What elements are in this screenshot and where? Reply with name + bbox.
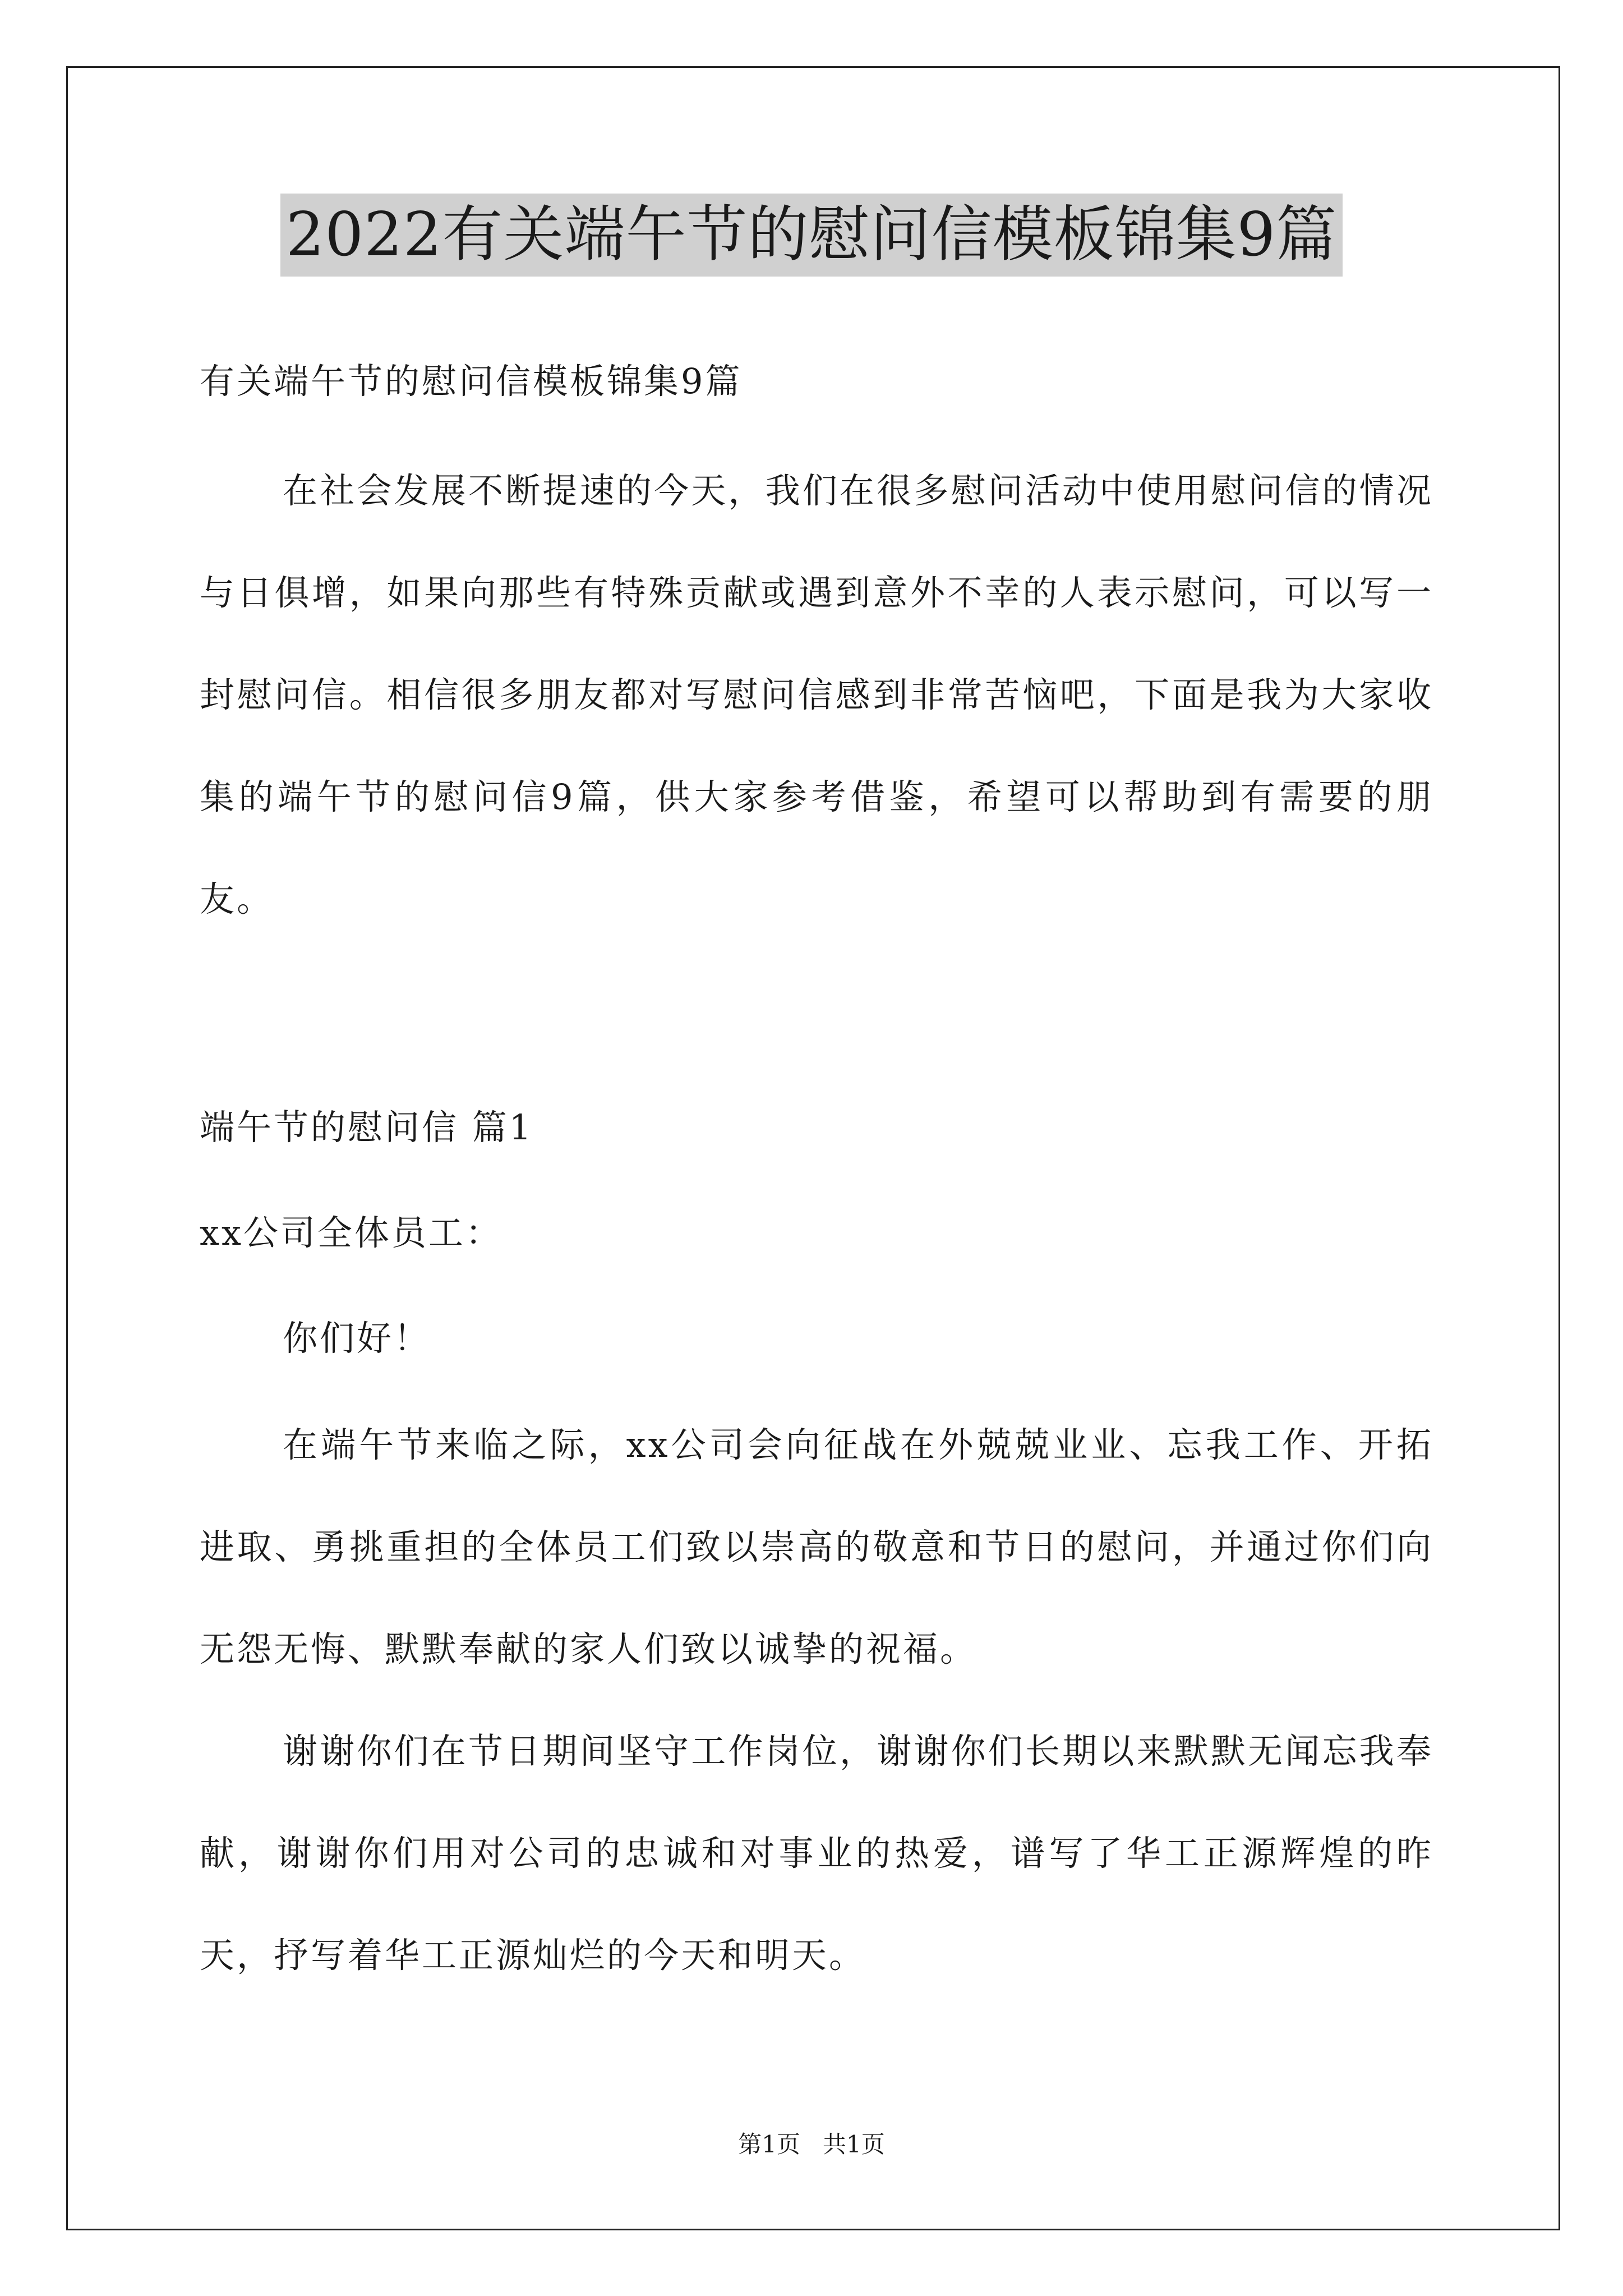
letter-greeting: 你们好！ — [283, 1318, 431, 1359]
intro-paragraph: 在社会发展不断提速的今天，我们在很多慰问活动中使用慰问信的情况与日俱增，如果向那些有特殊贡献或遇到意外不幸的人表示慰问，可以写一封慰问信。相信很多朋友都对写慰问信感到非常苦恼吧，下面是我为大家收集的端午节的慰问信9篇，供大家参考借鉴，希望可以帮助到有需要的朋友。 — [200, 470, 1433, 919]
page-number-total: 共1页 — [823, 2131, 885, 2158]
page-number-current: 第1页 — [738, 2131, 800, 2158]
section-heading: 端午节的慰问信 篇1 — [200, 1107, 534, 1148]
letter-paragraph: 谢谢你们在节日期间坚守工作岗位，谢谢你们长期以来默默无闻忘我奉献，谢谢你们用对公司的忠诚和对事业的热爱，谱写了华工正源辉煌的昨天，抒写着华工正源灿烂的今天和明天。 — [200, 1731, 1433, 1976]
letter-addressee: xx公司全体员工： — [200, 1212, 502, 1253]
letter-paragraph: 在端午节来临之际，xx公司会向征战在外兢兢业业、忘我工作、开拓进取、勇挑重担的全体员工们致以崇高的敬意和节日的慰问，并通过你们向无怨无悔、默默奉献的家人们致以诚挚的祝福。 — [200, 1424, 1433, 1669]
document-title: 2022有关端午节的慰问信模板锦集9篇 — [280, 194, 1343, 277]
title-container — [0, 194, 1623, 277]
document-subtitle: 有关端午节的慰问信模板锦集9篇 — [200, 361, 743, 402]
page-footer — [0, 2126, 1623, 2160]
